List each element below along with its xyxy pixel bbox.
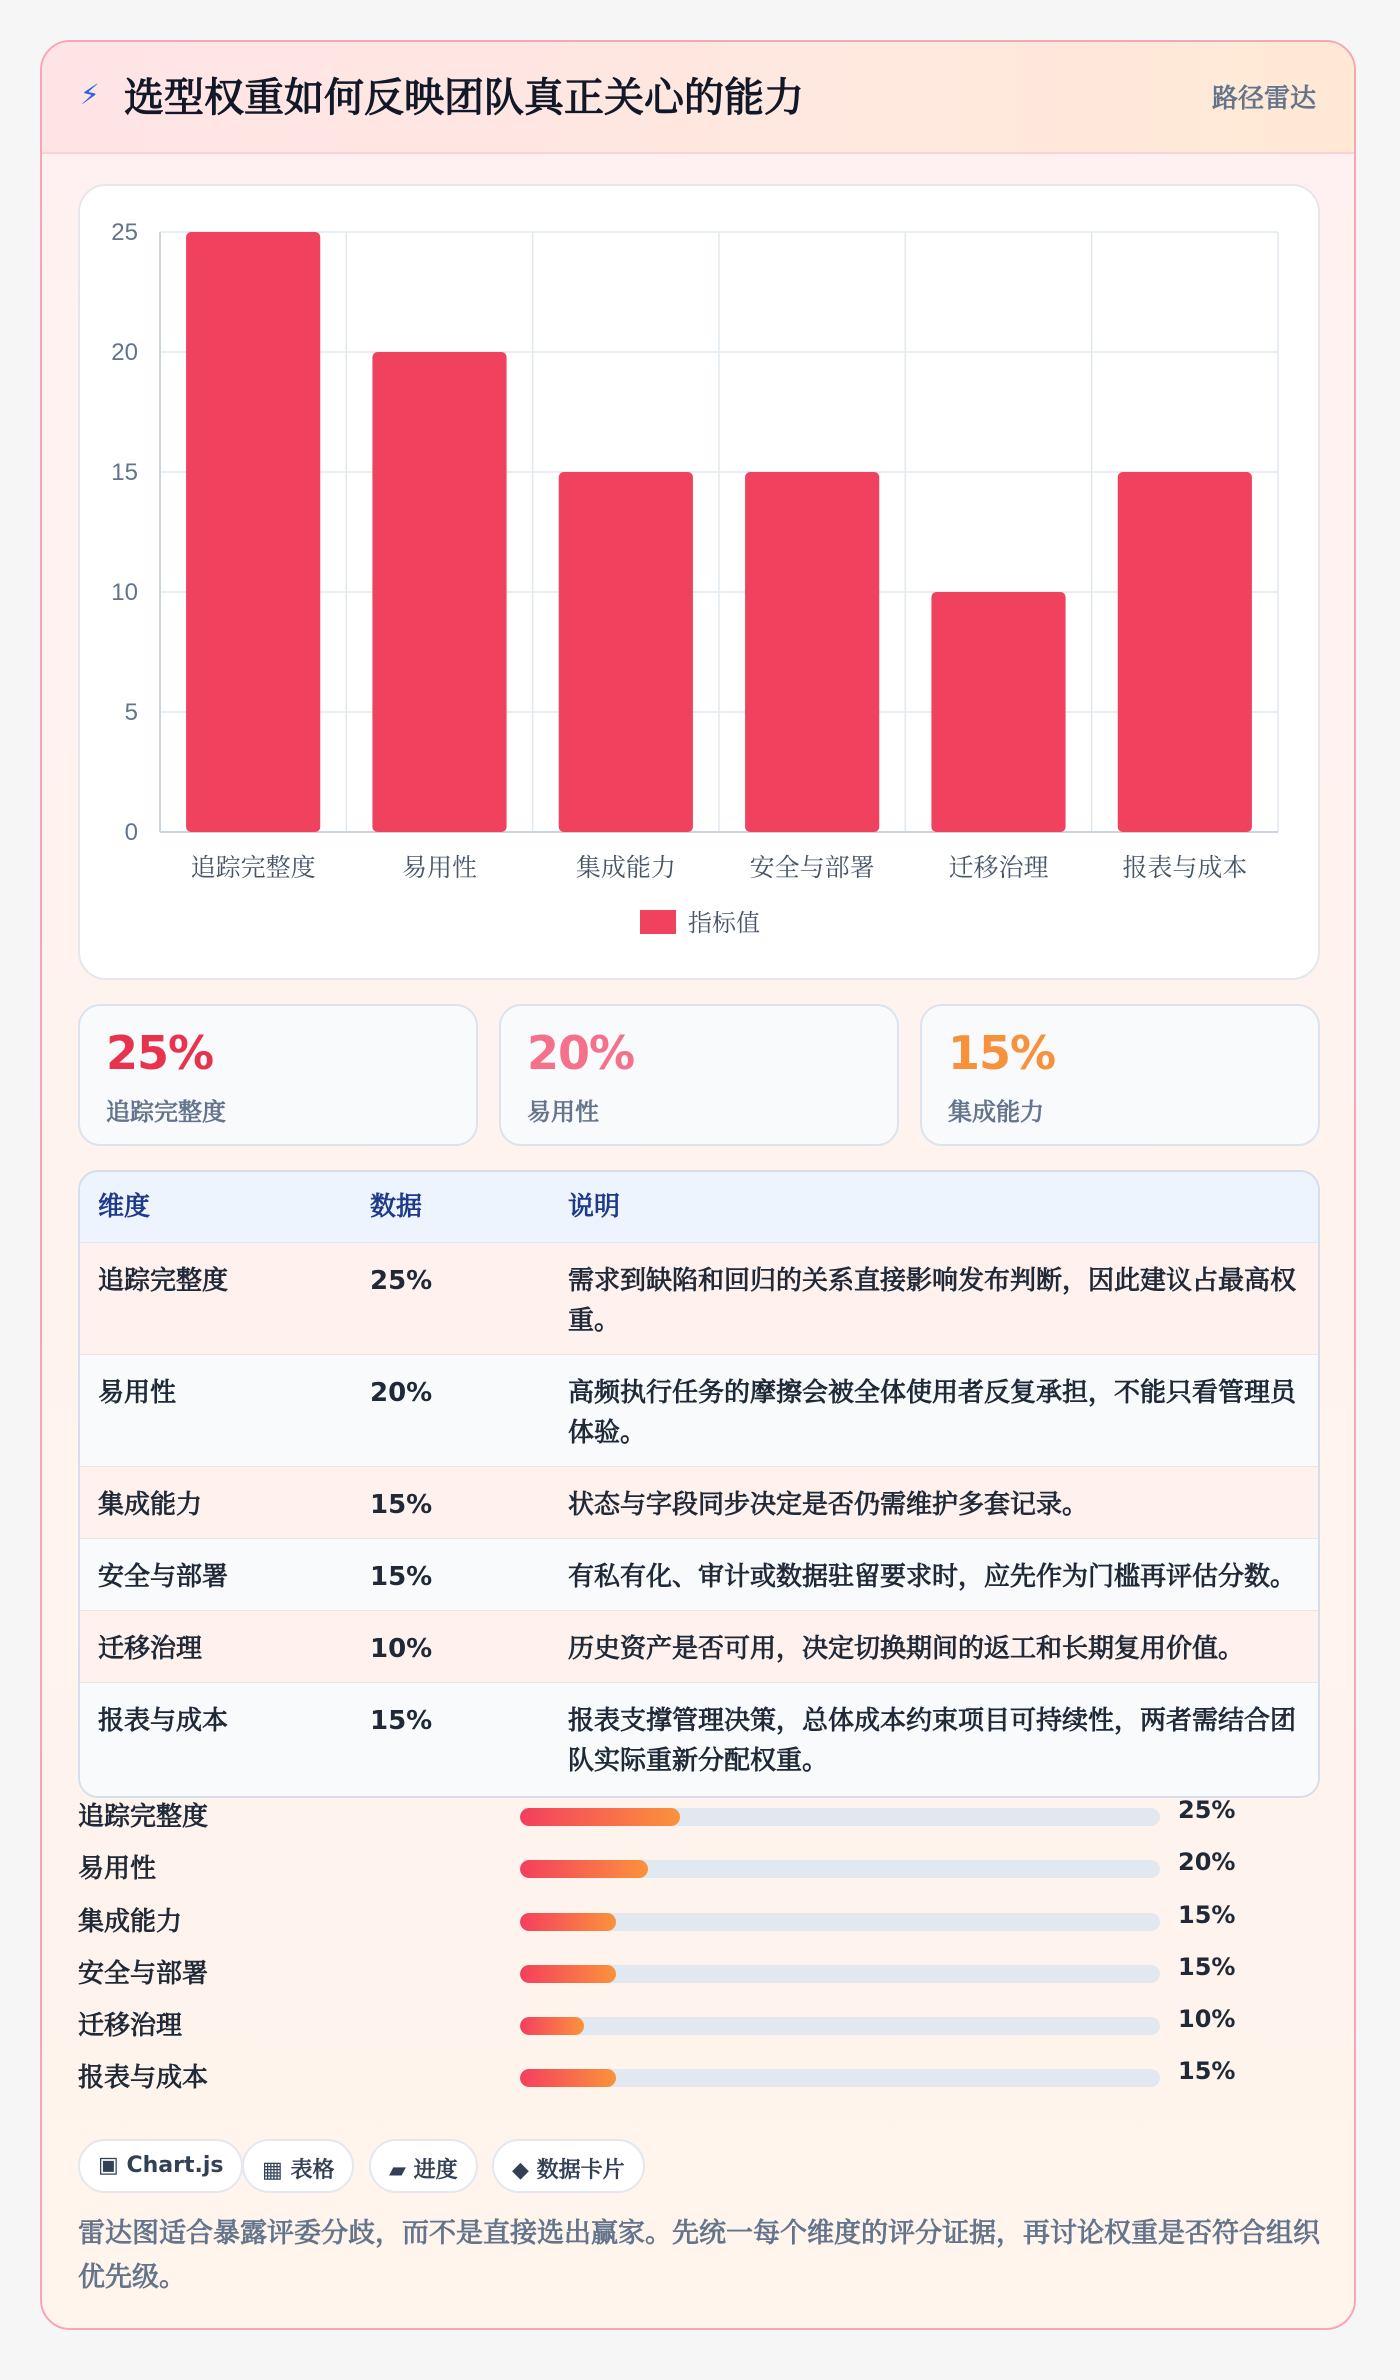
progress-row (78, 1953, 1320, 1993)
x-tick-label: 追踪完整度 (190, 853, 316, 882)
table-cell-dimension: 集成能力 (98, 1490, 203, 1520)
column-header: 说明 (568, 1192, 621, 1222)
table-cell-desc: 状态与字段同步决定是否仍需维护多套记录。 (568, 1490, 1089, 1520)
table-row (80, 1682, 1318, 1796)
column-header: 维度 (98, 1192, 151, 1222)
y-tick-label: 25 (111, 219, 138, 246)
progress-row (78, 1796, 1320, 1836)
stat-label: 易用性 (527, 1098, 599, 1126)
progress-label: 易用性 (78, 1854, 157, 1884)
progress-fill (520, 1808, 680, 1826)
stat-label: 集成能力 (948, 1098, 1044, 1126)
weights-table (78, 1170, 1320, 1798)
table-cell-desc: 高频执行任务的摩擦会被全体使用者反复承担，不能只看管理员体验。 (568, 1378, 1297, 1448)
progress-track (520, 2069, 1160, 2087)
progress-row (78, 2057, 1320, 2097)
progress-value: 25% (1178, 1796, 1236, 1824)
stat-value: 25% (106, 1026, 214, 1080)
progress-label: 安全与部署 (78, 1959, 209, 1989)
x-tick-label: 集成能力 (575, 853, 676, 882)
stat-value: 15% (948, 1026, 1056, 1080)
table-cell-dimension: 追踪完整度 (98, 1266, 229, 1296)
chip-label: Chart.js (126, 2153, 224, 2178)
table-cell-dimension: 报表与成本 (98, 1706, 229, 1736)
chip-chartjs[interactable] (78, 2139, 243, 2193)
diamond-icon: ◆ (512, 2158, 529, 2183)
stat-label: 追踪完整度 (106, 1098, 226, 1126)
progress-value: 20% (1178, 1848, 1236, 1876)
header-tag: 路径雷达 (1211, 84, 1316, 114)
progress-label: 迁移治理 (78, 2011, 183, 2041)
table-cell-desc: 历史资产是否可用，决定切换期间的返工和长期复用价值。 (568, 1634, 1245, 1664)
table-cell-dimension: 迁移治理 (98, 1634, 203, 1664)
legend-label: 指标值 (688, 909, 760, 937)
table-cell-dimension: 易用性 (98, 1378, 177, 1408)
table-row (80, 1538, 1318, 1610)
progress-label: 集成能力 (78, 1907, 183, 1937)
table-row (80, 1466, 1318, 1538)
progress-row (78, 1901, 1320, 1941)
x-tick-label: 迁移治理 (948, 853, 1049, 882)
progress-fill (520, 1860, 648, 1878)
progress-track (520, 1965, 1160, 1983)
chip-label: 进度 (413, 2158, 458, 2183)
bar (559, 472, 693, 832)
chip-progress[interactable] (369, 2139, 478, 2193)
progress-track (520, 1913, 1160, 1931)
bar-chart (80, 186, 1322, 982)
progress-value: 10% (1178, 2005, 1236, 2033)
progress-track (520, 2017, 1160, 2035)
progress-fill (520, 2069, 616, 2087)
report-card (40, 40, 1356, 2330)
x-tick-label: 安全与部署 (749, 853, 875, 882)
table-header-row (80, 1172, 1318, 1242)
progress-label: 追踪完整度 (78, 1802, 209, 1832)
table-cell-desc: 有私有化、审计或数据驻留要求时，应先作为门槛再评估分数。 (568, 1562, 1297, 1592)
bar (186, 232, 320, 832)
bar (1118, 472, 1252, 832)
progress-track (520, 1860, 1160, 1878)
chip-data-cards[interactable] (492, 2139, 645, 2193)
progress-value: 15% (1178, 2057, 1236, 2085)
stat-value: 20% (527, 1026, 635, 1080)
x-tick-label: 报表与成本 (1122, 853, 1248, 882)
grid-icon: ▦ (262, 2158, 283, 2183)
bar-chart-panel (78, 184, 1320, 980)
progress-track (520, 1808, 1160, 1826)
progress-fill (520, 1965, 616, 1983)
progress-row (78, 2005, 1320, 2045)
bar (372, 352, 506, 832)
progress-row (78, 1848, 1320, 1888)
progress-fill (520, 2017, 584, 2035)
chip-label: 数据卡片 (536, 2158, 625, 2183)
legend-swatch (640, 910, 676, 934)
stat-card (920, 1004, 1320, 1146)
progress-value: 15% (1178, 1953, 1236, 1981)
page-title: 选型权重如何反映团队真正关心的能力 (124, 75, 804, 121)
progress-fill (520, 1913, 616, 1931)
progress-icon: ▰ (389, 2158, 406, 2183)
table-cell-data: 20% (370, 1378, 433, 1408)
square-icon: ▣ (98, 2153, 119, 2178)
y-tick-label: 10 (111, 579, 138, 606)
table-cell-data: 15% (370, 1706, 433, 1736)
table-cell-data: 10% (370, 1634, 433, 1664)
table-cell-data: 15% (370, 1490, 433, 1520)
table-cell-desc: 需求到缺陷和回归的关系直接影响发布判断，因此建议占最高权重。 (568, 1266, 1297, 1336)
column-header: 数据 (370, 1192, 423, 1222)
y-tick-label: 15 (111, 459, 138, 486)
table-cell-data: 25% (370, 1266, 433, 1296)
y-tick-label: 20 (111, 339, 138, 366)
x-tick-label: 易用性 (401, 853, 478, 882)
bar (745, 472, 879, 832)
table-cell-desc: 报表支撑管理决策，总体成本约束项目可持续性，两者需结合团队实际重新分配权重。 (568, 1706, 1297, 1776)
card-header (42, 42, 1354, 154)
table-row (80, 1354, 1318, 1466)
chip-table[interactable] (242, 2139, 354, 2193)
y-tick-label: 0 (124, 819, 138, 846)
bar (931, 592, 1065, 832)
table-row (80, 1610, 1318, 1682)
table-cell-data: 15% (370, 1562, 433, 1592)
chip-label: 表格 (290, 2158, 335, 2183)
stat-card (499, 1004, 899, 1146)
table-row (80, 1242, 1318, 1354)
y-tick-label: 5 (124, 699, 138, 726)
progress-label: 报表与成本 (78, 2063, 209, 2093)
table-cell-dimension: 安全与部署 (98, 1562, 229, 1592)
footer-note: 雷达图适合暴露评委分歧，而不是直接选出赢家。先统一每个维度的评分证据，再讨论权重是否符合组织优先级。 (78, 2218, 1320, 2293)
progress-value: 15% (1178, 1901, 1236, 1929)
lightning-icon: ⚡ (80, 78, 100, 111)
stat-card (78, 1004, 478, 1146)
